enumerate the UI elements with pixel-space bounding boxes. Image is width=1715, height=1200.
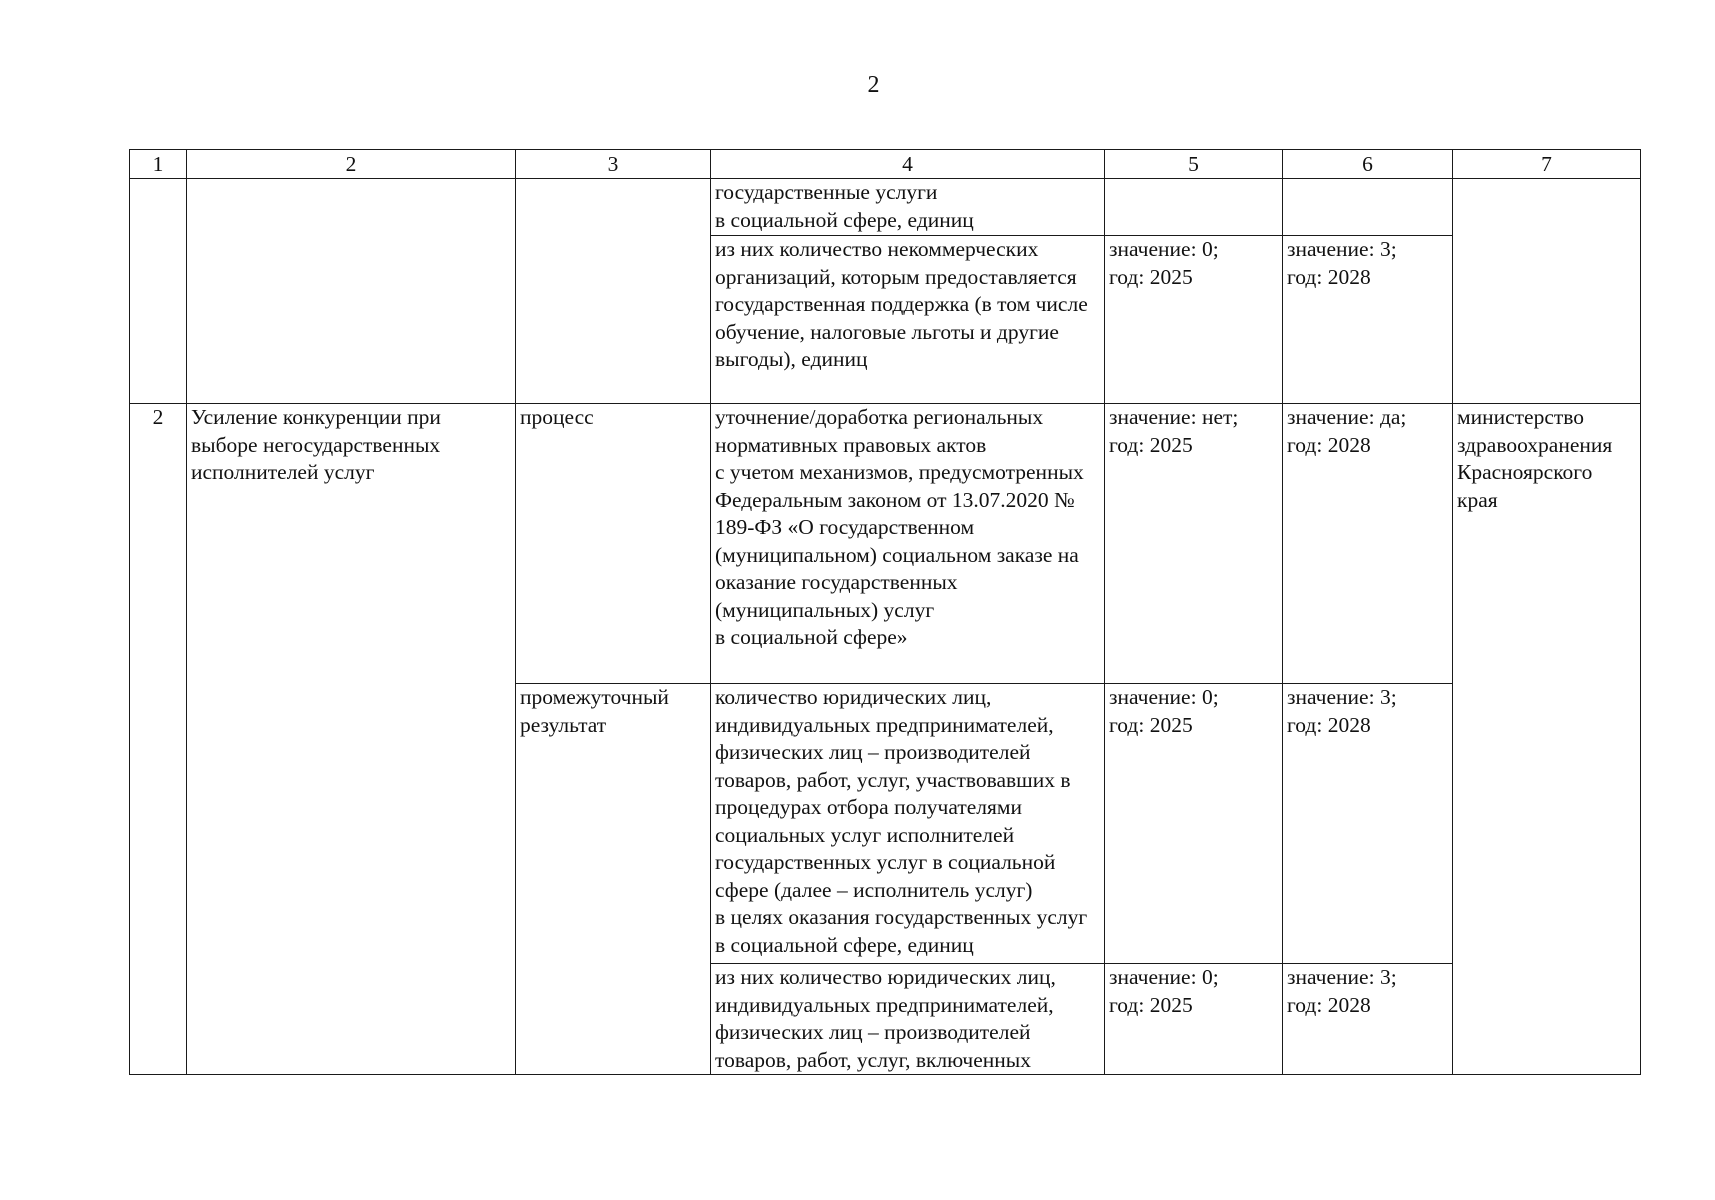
- type-cell: процесс: [516, 404, 711, 684]
- indicators-table: [129, 149, 1641, 1075]
- base-value-cell: значение: 0; год: 2025: [1105, 236, 1283, 404]
- responsible-cell: [1453, 179, 1641, 404]
- column-number: 1: [130, 150, 187, 179]
- base-value-cell: [1105, 179, 1283, 236]
- table-row: [130, 404, 1641, 684]
- indicator-cell: из них количество юридических лиц, индивидуальных предпринимателей, физических лиц – производителей товаров, работ, услуг, включенных: [711, 964, 1105, 1075]
- row-number-cell: [130, 179, 187, 404]
- indicator-cell: государственные услуги в социальной сфере, единиц: [711, 179, 1105, 236]
- base-value-cell: значение: 0; год: 2025: [1105, 964, 1283, 1075]
- column-number: 6: [1283, 150, 1453, 179]
- indicator-cell: из них количество некоммерческих организаций, которым предоставляется государственная поддержка (в том числе обучение, налоговые льготы и другие выгоды), единиц: [711, 236, 1105, 404]
- responsible-cell: министерство здравоохранения Красноярского края: [1453, 404, 1641, 1075]
- column-numbers-row: [130, 150, 1641, 179]
- indicator-cell: количество юридических лиц, индивидуальных предпринимателей, физических лиц – производителей товаров, работ, услуг, участвовавших в процедурах отбора получателями социальных услуг исполнителей государственных услуг в социальной сфере (далее – исполнитель услуг) в целях оказания государственных услуг в социальной сфере, единиц: [711, 684, 1105, 964]
- table-row: [130, 179, 1641, 236]
- base-value-cell: значение: 0; год: 2025: [1105, 684, 1283, 964]
- target-value-cell: значение: 3; год: 2028: [1283, 964, 1453, 1075]
- column-number: 5: [1105, 150, 1283, 179]
- column-number: 2: [187, 150, 516, 179]
- target-value-cell: значение: 3; год: 2028: [1283, 684, 1453, 964]
- row-number-cell: 2: [130, 404, 187, 1075]
- target-value-cell: [1283, 179, 1453, 236]
- task-cell: [187, 179, 516, 404]
- type-cell: промежуточный результат: [516, 684, 711, 1075]
- column-number: 4: [711, 150, 1105, 179]
- column-number: 3: [516, 150, 711, 179]
- page-number: 2: [867, 72, 880, 98]
- task-cell: Усиление конкуренции при выборе негосударственных исполнителей услуг: [187, 404, 516, 1075]
- target-value-cell: значение: да; год: 2028: [1283, 404, 1453, 684]
- indicator-cell: уточнение/доработка региональных нормативных правовых актов с учетом механизмов, предусмотренных Федеральным законом от 13.07.2020 № 189-ФЗ «О государственном (муниципальном) социальном заказе на оказание государственных (муниципальных) услуг в социальной сфере»: [711, 404, 1105, 684]
- type-cell: [516, 179, 711, 404]
- target-value-cell: значение: 3; год: 2028: [1283, 236, 1453, 404]
- column-number: 7: [1453, 150, 1641, 179]
- base-value-cell: значение: нет; год: 2025: [1105, 404, 1283, 684]
